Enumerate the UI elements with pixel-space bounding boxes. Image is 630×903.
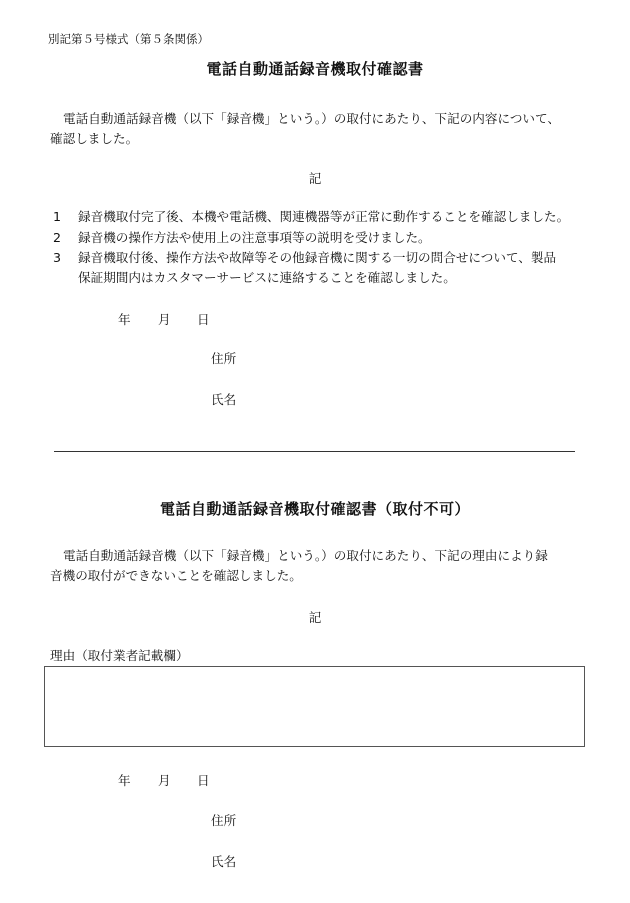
reason-label: 理由（取付業者記載欄） xyxy=(50,648,189,663)
date-day-label: 日 xyxy=(197,312,210,327)
item-text: 録音機取付後、操作方法や故障等その他録音機に関する一切の問合せについて、製品 xyxy=(78,250,557,265)
section1-name-label: 氏名 xyxy=(211,392,237,407)
section2-intro-line1: 電話自動通話録音機（以下「録音機」という。）の取付にあたり、下記の理由により録 xyxy=(63,548,548,563)
section1-intro-line2: 確認しました。 xyxy=(50,131,139,146)
item-text-continued: 保証期間内はカスタマーサービスに連絡することを確認しました。 xyxy=(78,270,456,285)
item-number: 2 xyxy=(53,230,62,245)
item-number: 1 xyxy=(53,209,62,224)
section1-title: 電話自動通話録音機取付確認書 xyxy=(206,60,424,78)
item-text: 録音機の操作方法や使用上の注意事項等の説明を受けました。 xyxy=(78,230,431,245)
section2-address-label: 住所 xyxy=(211,813,237,828)
section1-ki: 記 xyxy=(308,171,322,186)
date-month-label: 月 xyxy=(158,312,171,327)
item-text: 録音機取付完了後、本機や電話機、関連機器等が正常に動作することを確認しました。 xyxy=(78,209,570,224)
section2-title: 電話自動通話録音機取付確認書（取付不可） xyxy=(159,500,470,518)
section1-intro-line1: 電話自動通話録音機（以下「録音機」という。）の取付にあたり、下記の内容について、 xyxy=(63,111,560,126)
date-day-label: 日 xyxy=(197,773,210,788)
section2-ki: 記 xyxy=(308,610,322,625)
reason-text xyxy=(45,667,584,679)
section2-name-label: 氏名 xyxy=(211,854,237,869)
date-year-label: 年 xyxy=(118,312,131,327)
reason-input-box[interactable] xyxy=(44,666,585,747)
section-divider xyxy=(54,451,575,452)
section1-address-label: 住所 xyxy=(211,351,237,366)
form-label: 別記第５号様式（第５条関係） xyxy=(48,32,209,46)
item-number: 3 xyxy=(53,250,62,265)
date-year-label: 年 xyxy=(118,773,131,788)
section2-intro-line2: 音機の取付ができないことを確認しました。 xyxy=(50,568,302,583)
date-month-label: 月 xyxy=(158,773,171,788)
